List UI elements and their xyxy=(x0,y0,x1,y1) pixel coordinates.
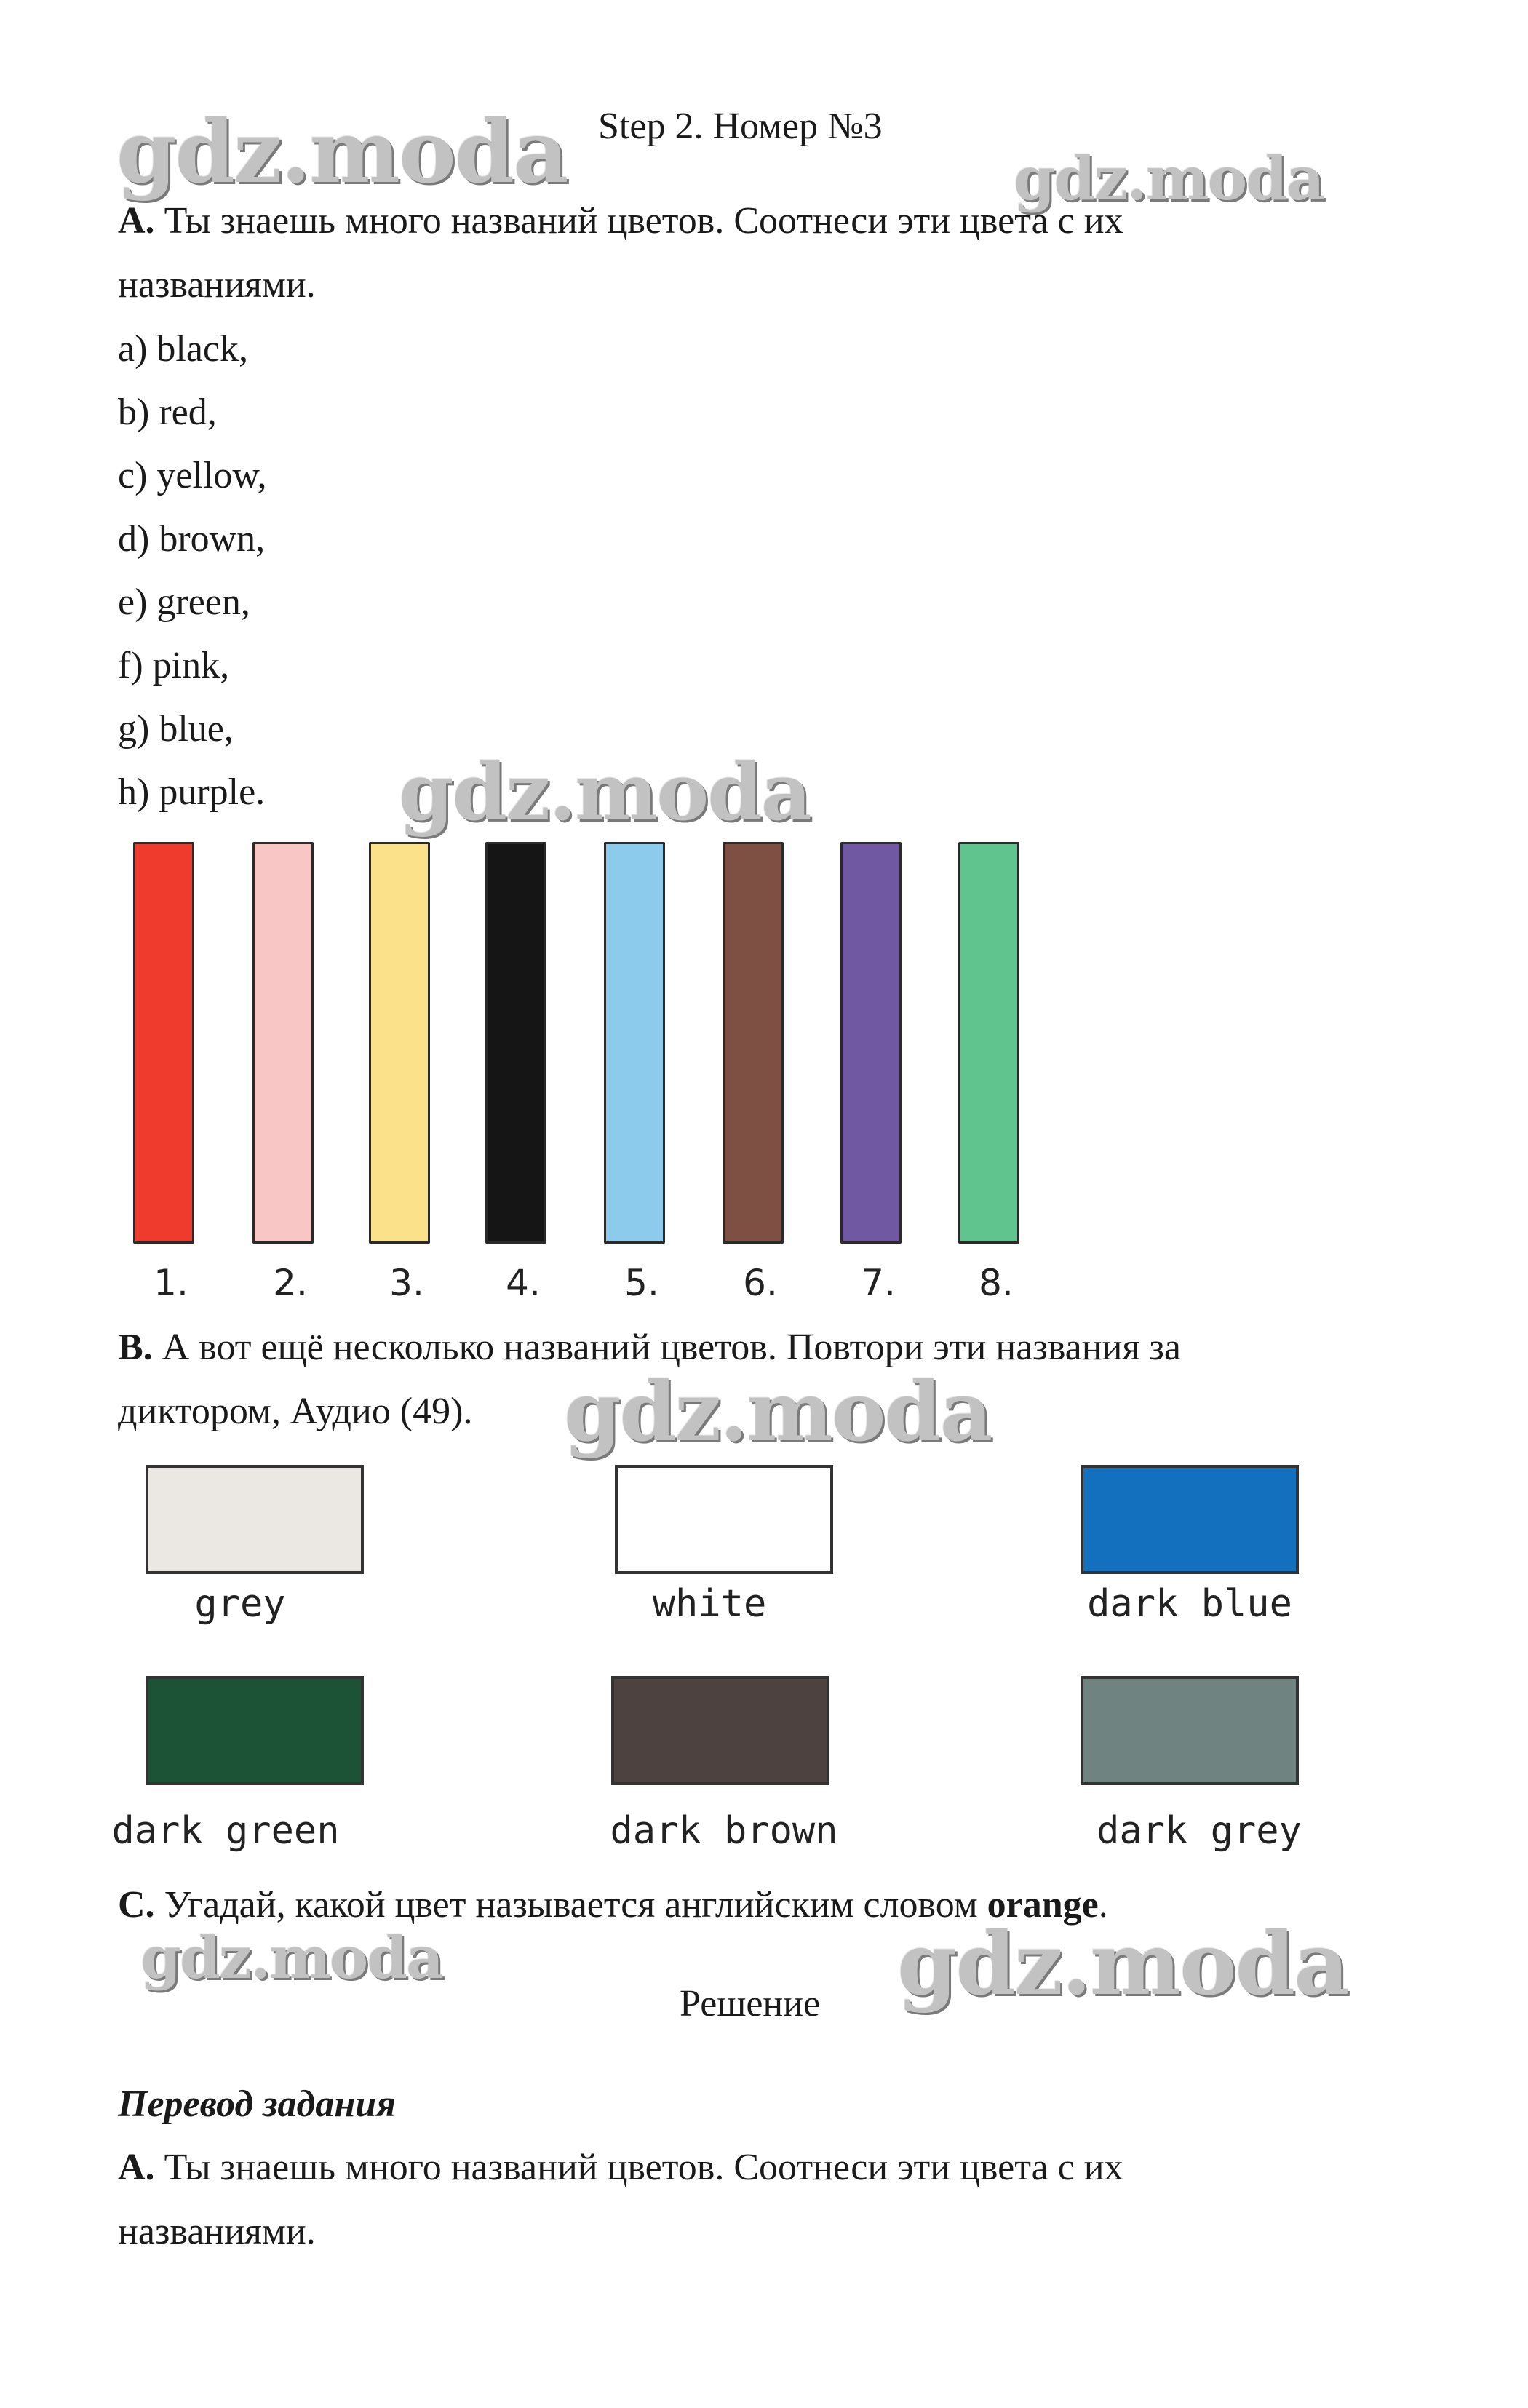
section-b-instruction-cont: диктором, Аудио (49). xyxy=(118,1391,473,1432)
swatch-label-white: white xyxy=(652,1582,767,1626)
strip-number: 1. xyxy=(154,1262,188,1304)
strip-number: 6. xyxy=(743,1262,778,1304)
section-c-end: . xyxy=(1098,1884,1108,1926)
translation-heading: Перевод задания xyxy=(118,2083,396,2125)
section-b-label: B. xyxy=(118,1327,153,1368)
swatch-label-dark-green: dark green xyxy=(111,1809,340,1853)
section-c-keyword: orange xyxy=(987,1884,1099,1926)
strip-number: 2. xyxy=(273,1262,308,1304)
color-strip-4 xyxy=(485,842,546,1244)
color-strip-5 xyxy=(604,842,665,1244)
color-strip-2 xyxy=(252,842,314,1244)
section-a-text: Ты знаешь много названий цветов. Соотнеси эти цвета с их xyxy=(164,200,1123,242)
swatch-white xyxy=(615,1465,833,1574)
swatch-dark-grey xyxy=(1081,1676,1299,1785)
section-b-text: А вот ещё несколько названий цветов. Повтори эти названия за xyxy=(162,1327,1181,1368)
strip-number: 7. xyxy=(861,1262,896,1304)
option-item: e) green, xyxy=(118,581,250,623)
page-title: Step 2. Номер №3 xyxy=(598,106,883,147)
color-strip-7 xyxy=(840,842,902,1244)
section-c-text: Угадай, какой цвет называется английским словом xyxy=(164,1884,987,1926)
color-strip-3 xyxy=(369,842,430,1244)
option-item: a) black, xyxy=(118,328,249,370)
section-a-instruction-cont: названиями. xyxy=(118,264,316,306)
swatch-label-grey: grey xyxy=(194,1582,286,1626)
translation-instruction-cont: названиями. xyxy=(118,2211,316,2252)
color-strip-8 xyxy=(958,842,1019,1244)
swatch-label-dark-blue: dark blue xyxy=(1087,1582,1292,1626)
option-item: d) brown, xyxy=(118,518,266,560)
strip-number: 5. xyxy=(624,1262,659,1304)
watermark: gdz.moda xyxy=(116,101,568,202)
option-item: h) purple. xyxy=(118,771,266,813)
solution-heading: Решение xyxy=(680,1983,821,2024)
translation-instruction xyxy=(118,2149,1123,2187)
option-item: c) yellow, xyxy=(118,455,267,496)
swatch-grey xyxy=(146,1465,364,1574)
swatch-dark-green xyxy=(146,1676,364,1785)
swatch-dark-brown xyxy=(611,1676,829,1785)
watermark: gdz.moda xyxy=(564,1364,992,1460)
swatch-label-dark-brown: dark brown xyxy=(610,1809,838,1853)
watermark: gdz.moda xyxy=(399,747,811,838)
section-b-instruction xyxy=(118,1329,1181,1367)
watermark: gdz.moda xyxy=(897,1913,1348,2014)
strip-number: 4. xyxy=(506,1262,541,1304)
watermark: gdz.moda xyxy=(140,1923,442,1992)
color-strip-6 xyxy=(723,842,784,1244)
strip-number: 3. xyxy=(389,1262,424,1304)
translation-text: Ты знаешь много названий цветов. Соотнеси эти цвета с их xyxy=(164,2147,1123,2188)
option-item: b) red, xyxy=(118,392,217,433)
option-item: g) blue, xyxy=(118,708,234,750)
swatch-label-dark-grey: dark grey xyxy=(1097,1809,1302,1853)
section-c-label: C. xyxy=(118,1884,155,1926)
translation-label: A. xyxy=(118,2147,155,2188)
option-item: f) pink, xyxy=(118,645,230,686)
strip-number: 8. xyxy=(979,1262,1014,1304)
swatch-dark-blue xyxy=(1081,1465,1299,1574)
section-a-label: A. xyxy=(118,200,155,242)
watermark: gdz.moda xyxy=(1014,144,1324,214)
section-c-instruction xyxy=(118,1886,1108,1924)
color-strip-1 xyxy=(133,842,194,1244)
section-a-instruction xyxy=(118,202,1123,240)
